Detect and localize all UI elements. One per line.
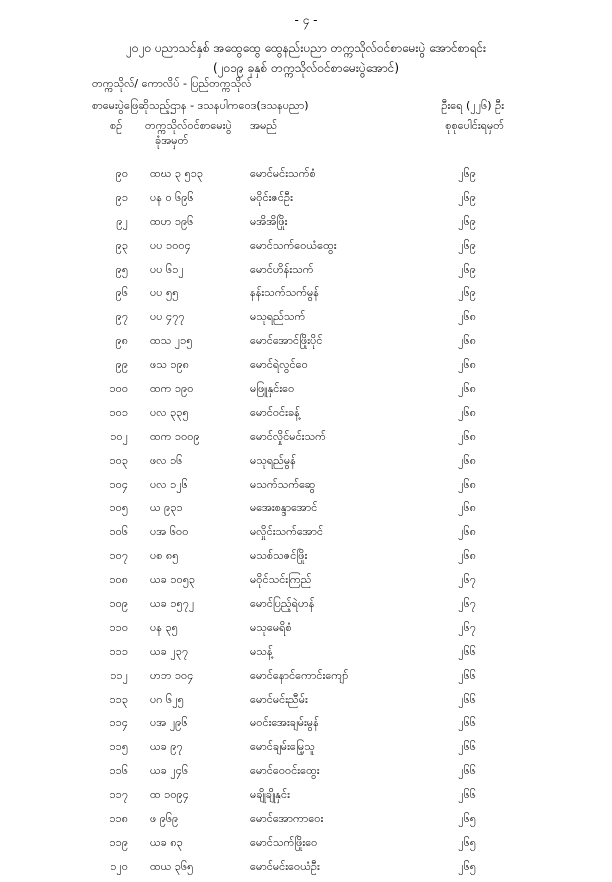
table-row	[0, 762, 612, 786]
table-row	[0, 261, 612, 285]
student-name: မသန့်	[250, 644, 273, 658]
row-number: ၁၁၃	[109, 692, 128, 706]
table-row	[0, 691, 612, 715]
total-marks: ၂၆၈	[458, 310, 476, 324]
table-row	[0, 165, 612, 189]
total-marks: ၂၆၇	[458, 620, 476, 634]
total-marks: ၂၆၈	[458, 549, 476, 563]
roll-number: ဖ ၉၆၉	[150, 812, 179, 826]
table-row	[0, 834, 612, 858]
student-name: မအိအိဖြိုး	[250, 214, 288, 228]
column-header-total: စုစုပေါင်းရမှတ်	[445, 119, 504, 132]
table-row	[0, 237, 612, 261]
student-name: မဖြူနှင်းဝေ	[250, 382, 295, 396]
page-number: - ၄ -	[294, 13, 318, 27]
row-number: ၁၁၈	[109, 812, 128, 826]
total-marks: ၂၆၈	[458, 429, 476, 443]
row-number: ၁၀၁	[109, 405, 128, 419]
table-row	[0, 452, 612, 476]
table-row	[0, 595, 612, 619]
row-number: ၁၁၉	[109, 835, 128, 849]
student-name: နန်းသက်သက်မွန်	[250, 286, 319, 300]
row-number: ၁၁၆	[109, 764, 128, 778]
total-marks: ၂၆၆	[458, 692, 476, 706]
row-number: ၁၀၉	[109, 597, 128, 611]
student-name: မောင်မင်းဝေယံဦး	[250, 859, 320, 873]
total-marks: ၂၆၈	[458, 405, 476, 419]
row-number: ၁၀၇	[109, 549, 128, 563]
student-name: မောင်သက်ဝေယံထွေး	[250, 238, 337, 252]
student-name: မောင်ဝင်းခန့်	[250, 405, 300, 419]
table-row	[0, 404, 612, 428]
row-number: ၉၉	[115, 358, 128, 372]
column-header-no: စဉ်	[110, 119, 123, 132]
row-number: ၁၁၁	[109, 644, 128, 658]
total-marks: ၂၆၇	[458, 573, 476, 587]
row-number: ၉၀	[115, 167, 128, 180]
total-marks: ၂၆၉	[458, 214, 476, 228]
total-marks: ၂၆၆	[458, 644, 476, 658]
document-subtitle: (၂၀၁၉ ခုနှစ် တက္ကသိုလ်ဝင်စာမေးပွဲအောင်)	[212, 61, 400, 75]
table-row	[0, 667, 612, 691]
total-marks: ၂၆၉	[458, 238, 476, 252]
table-row	[0, 308, 612, 332]
row-number: ၉၂	[116, 214, 128, 228]
total-marks: ၂၆၈	[458, 358, 476, 372]
table-row	[0, 643, 612, 667]
table-row	[0, 858, 612, 882]
roll-number: ပန ၃၅	[150, 620, 178, 634]
student-name: မဝိုင်းဇင်ဦး	[250, 190, 293, 204]
row-number: ၁၀၃	[109, 453, 128, 467]
roll-number: ယခ ၂၄၆	[150, 764, 189, 778]
student-name: မောင်လှိုင်မင်းသက်	[250, 429, 326, 443]
table-row	[0, 380, 612, 404]
table-row	[0, 619, 612, 643]
roll-number: ယခ ၈၃	[150, 835, 183, 849]
student-name: မောင်ဟိန်းသက်	[250, 262, 314, 276]
roll-number: ယခ ၂၃၇	[150, 644, 189, 658]
roll-number: ထက ၁၉၀	[150, 382, 194, 396]
student-name: မောင်မင်းသက်စံ	[250, 167, 316, 180]
student-name: မချိုချိုနှင်း	[250, 788, 290, 802]
row-number: ၁၂၀	[110, 859, 128, 873]
student-name: မောင်ချမ်းမြေ့သူ	[250, 740, 315, 754]
total-marks: ၂၆၆	[458, 788, 476, 802]
row-number: ၉၃	[115, 238, 128, 252]
row-number: ၉၁	[115, 190, 128, 204]
table-row	[0, 476, 612, 500]
roll-number: ပပ ၅၅	[150, 286, 179, 300]
row-number: ၁၀၅	[109, 501, 128, 515]
document-title: ၂၀၂၀ ပညာသင်နှစ် အထွေထွေ ထွေနည်းပညာ တက္ကသိုလ်ဝင်စာမေးပွဲ အောင်စာရင်း	[125, 41, 487, 55]
total-marks: ၂၆၈	[458, 453, 476, 467]
total-marks: ၂၆၆	[458, 764, 476, 778]
roll-number: ပလ ၃၃၅	[150, 405, 189, 419]
roll-number: ထဟ ၁၉၆	[150, 214, 194, 228]
student-name: မသစ်သဇင်ဖြိုး	[250, 549, 308, 563]
roll-number: ပအ ၆၀၀	[150, 525, 189, 539]
total-marks: ၂၆၉	[458, 167, 476, 180]
row-number: ၉၇	[115, 310, 128, 324]
column-header-roll-line2: ခုံအမှတ်	[155, 134, 189, 147]
table-row	[0, 213, 612, 237]
student-name: မောင်သက်ဖြိုးဝေ	[250, 835, 318, 849]
student-name: မလှိုင်းသက်အောင်	[250, 525, 324, 539]
row-number: ၁၁၇	[109, 788, 128, 802]
roll-number: ပပ ၄၇၇	[150, 310, 185, 324]
table-row	[0, 786, 612, 810]
table-row	[0, 714, 612, 738]
total-marks: ၂၆၉	[458, 262, 476, 276]
row-number: ၉၆	[115, 286, 128, 300]
table-row	[0, 284, 612, 308]
row-number: ၁၀၄	[109, 477, 128, 491]
table-row	[0, 499, 612, 523]
student-name: မဝိုင်သင်းကြည်	[250, 573, 312, 587]
roll-number: ပပ ၁၀၀၄	[150, 238, 191, 252]
roll-number: ယ ၉၃၁	[150, 501, 183, 515]
exam-center-label: စာမေးပွဲဖြေဆိုသည့်ဌာန - ဒသနပါကဝေဒ(ဒသနပညာ)	[92, 99, 309, 112]
table-row	[0, 738, 612, 762]
total-marks: ၂၆၈	[458, 382, 476, 396]
roll-number: ထယ ၃၆၅	[150, 859, 194, 873]
row-number: ၁၁၅	[109, 740, 128, 754]
row-number: ၁၁၄	[109, 716, 128, 730]
roll-number: ပပ ၆၁၂	[150, 262, 184, 276]
total-marks: ၂၆၅	[458, 812, 476, 826]
student-name: မောင်ဝေဝင်းထွေး	[250, 764, 320, 778]
results-table	[0, 165, 612, 882]
student-name: မောင်အောကာဝေး	[250, 812, 324, 826]
roll-number: ပန ၀ ၆၉၆	[150, 190, 194, 204]
total-count: ဦးရေ (၂၂၆) ဦး	[441, 99, 504, 112]
row-number: ၁၀၂	[110, 429, 128, 443]
student-name: မောင်ပြည့်ရဲဟန်	[250, 597, 315, 611]
student-name: မောင်အောင်ဖြိုးပိုင်	[250, 334, 323, 348]
roll-number: ပလ ၁၂၆	[150, 477, 188, 491]
total-marks: ၂၆၇	[458, 597, 476, 611]
table-row	[0, 571, 612, 595]
row-number: ၁၀၈	[109, 573, 128, 587]
roll-number: ဖလ ၁၆	[150, 453, 183, 467]
roll-number: ယခ ၁၅၇၂	[150, 597, 195, 611]
roll-number: ထ ၁၀၉၄	[150, 788, 189, 802]
total-marks: ၂၆၆	[458, 740, 476, 754]
roll-number: ဟဘ ၁၀၄	[150, 668, 194, 682]
university-label: တက္ကသိုလ်/ ကောလိပ် - ပြည်တက္ကသိုလ်	[92, 77, 252, 90]
roll-number: ယခ ၁၀၅၃	[150, 573, 196, 587]
total-marks: ၂၆၈	[458, 477, 476, 491]
column-header-roll: တက္ကသိုလ်ဝင်စာမေးပွဲ	[145, 119, 232, 132]
student-name: မသုရည်မွန်	[250, 453, 296, 467]
table-row	[0, 523, 612, 547]
row-number: ၉၈	[115, 334, 128, 348]
table-row	[0, 356, 612, 380]
total-marks: ၂၆၈	[458, 501, 476, 515]
table-row	[0, 547, 612, 571]
total-marks: ၂၆၈	[458, 525, 476, 539]
row-number: ၁၀၀	[109, 382, 128, 396]
total-marks: ၂၆၉	[458, 190, 476, 204]
row-number: ၁၁၂	[110, 668, 128, 682]
student-name: မသက်သက်ဆွေ	[250, 477, 316, 491]
total-marks: ၂၆၅	[458, 835, 476, 849]
roll-number: ပအ ၂၉၆	[150, 716, 188, 730]
total-marks: ၂၆၆	[458, 668, 476, 682]
roll-number: ပဂ ၆၂၅	[150, 692, 184, 706]
table-row	[0, 332, 612, 356]
student-name: မောင်နောင်ကောင်းကျော်	[250, 668, 349, 682]
row-number: ၉၅	[115, 262, 128, 276]
table-row	[0, 189, 612, 213]
roll-number: ထဃ ၃ ၅၁၃	[150, 167, 204, 180]
column-header-name: အမည်	[250, 119, 278, 132]
row-number: ၁၀၆	[109, 525, 128, 539]
student-name: မောင်မင်းညီမ်း	[250, 692, 308, 706]
total-marks: ၂၆၈	[458, 334, 476, 348]
student-name: မဝင်းအေးချမ်းမွန်	[250, 716, 319, 730]
student-name: မောင်ရဲလွင်ဝေ	[250, 358, 308, 372]
student-name: မသုမေရိစံ	[250, 620, 292, 634]
roll-number: ဖသ ၁၉၈	[150, 358, 190, 372]
total-marks: ၂၆၉	[458, 286, 476, 300]
student-name: မသုရည်သက်	[250, 310, 306, 324]
row-number: ၁၁၀	[109, 620, 128, 634]
roll-number: ထသ ၂၁၅	[150, 334, 193, 348]
roll-number: ထက ၁၀၀၉	[150, 429, 200, 443]
roll-number: ယခ ၉၇	[150, 740, 183, 754]
table-row	[0, 428, 612, 452]
total-marks: ၂၆၆	[458, 716, 476, 730]
roll-number: ပစ ၈၅	[150, 549, 179, 563]
table-row	[0, 810, 612, 834]
total-marks: ၂၆၅	[458, 859, 476, 873]
student-name: မအေးစန္ဒာအောင်	[250, 501, 318, 515]
